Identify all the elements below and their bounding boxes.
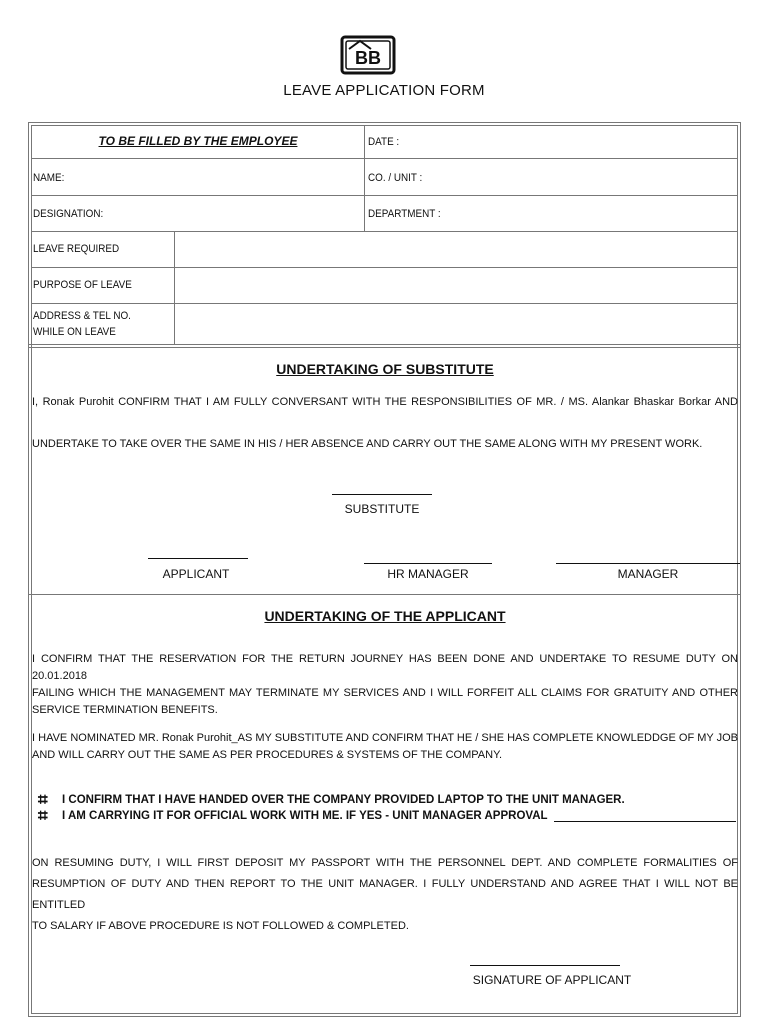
substitute-signature-line <box>332 494 432 495</box>
hash-box-icon[interactable]: ⌗ <box>38 790 48 809</box>
manager-signature-line <box>556 563 740 564</box>
applicant-paragraph-2 <box>32 730 738 764</box>
substitute-section-title: UNDERTAKING OF SUBSTITUTE <box>276 361 494 377</box>
substitute-line-1: I, Ronak Purohit CONFIRM THAT I AM FULLY CONVERSANT WITH THE RESPONSIBILITIES OF MR. / MS. Alankar Bhaskar Borkar AND <box>32 396 738 408</box>
applicant-signature-line <box>148 558 248 559</box>
signature-of-applicant-label: SIGNATURE OF APPLICANT <box>472 973 632 987</box>
substitute-paragraph <box>32 396 738 408</box>
hr-manager-signature-line <box>364 563 492 564</box>
applicant-final-signature-line <box>470 965 620 966</box>
manager-label: MANAGER <box>617 567 679 581</box>
applicant-paragraph-3 <box>32 853 738 937</box>
row-divider <box>31 267 738 268</box>
address-label-line2: WHILE ON LEAVE <box>33 326 116 338</box>
laptop-carrying-text: I AM CARRYING IT FOR OFFICIAL WORK WITH ME. IF YES - UNIT MANAGER APPROVAL <box>62 810 548 822</box>
section-divider <box>28 594 741 595</box>
applicant-section-title: UNDERTAKING OF THE APPLICANT <box>264 608 506 624</box>
designation-label: DESIGNATION: <box>33 208 104 220</box>
purpose-label: PURPOSE OF LEAVE <box>33 279 132 291</box>
section-divider <box>28 347 741 348</box>
row-divider <box>31 231 738 232</box>
unit-manager-approval-line <box>554 810 736 822</box>
column-divider <box>364 125 365 231</box>
form-title: LEAVE APPLICATION FORM <box>283 82 485 99</box>
logo-text: BB <box>355 48 381 68</box>
applicant-p1-line-2: FAILING WHICH THE MANAGEMENT MAY TERMINATE MY SERVICES AND I WILL FORFEIT ALL CLAIMS FOR GRATUITY AND OTHER <box>32 687 738 699</box>
applicant-paragraph-1 <box>32 651 738 719</box>
address-label-line1: ADDRESS & TEL NO. <box>33 310 131 322</box>
column-divider <box>174 231 175 344</box>
applicant-p3-line-2: RESUMPTION OF DUTY AND THEN REPORT TO THE UNIT MANAGER. I FULLY UNDERSTAND AND AGREE THAT I WILL NOT BE ENTITLED <box>32 878 738 911</box>
hr-manager-label: HR MANAGER <box>387 567 469 581</box>
row-divider <box>31 158 738 159</box>
applicant-p1-line-3: SERVICE TERMINATION BENEFITS. <box>32 704 218 716</box>
date-label: DATE : <box>368 136 400 148</box>
applicant-p2-line-1: I HAVE NOMINATED MR. Ronak Purohit_AS MY SUBSTITUTE AND CONFIRM THAT HE / SHE HAS COMPLETE KNOWLEDDGE OF MY JOB <box>32 732 738 744</box>
substitute-paragraph-2 <box>32 438 738 450</box>
department-label: DEPARTMENT : <box>368 208 441 220</box>
section-divider <box>28 344 741 345</box>
company-logo <box>340 35 396 75</box>
employee-section-header: TO BE FILLED BY THE EMPLOYEE <box>98 134 298 148</box>
name-label: NAME: <box>33 172 65 184</box>
hash-box-icon[interactable]: ⌗ <box>38 806 48 825</box>
applicant-label: APPLICANT <box>162 567 230 581</box>
laptop-handover-option[interactable] <box>38 790 625 809</box>
row-divider <box>31 195 738 196</box>
applicant-p3-line-3: TO SALARY IF ABOVE PROCEDURE IS NOT FOLLOWED & COMPLETED. <box>32 920 409 932</box>
applicant-p3-line-1: ON RESUMING DUTY, I WILL FIRST DEPOSIT MY PASSPORT WITH THE PERSONNEL DEPT. AND COMPLETE FORMALITIES OF <box>32 857 738 869</box>
applicant-p1-line-1: I CONFIRM THAT THE RESERVATION FOR THE RETURN JOURNEY HAS BEEN DONE AND UNDERTAKE TO RESUME DUTY ON 20.01.2018 <box>32 653 738 682</box>
substitute-label: SUBSTITUTE <box>344 502 420 516</box>
row-divider <box>31 303 738 304</box>
leave-required-label: LEAVE REQUIRED <box>33 243 120 255</box>
substitute-line-2: UNDERTAKE TO TAKE OVER THE SAME IN HIS / HER ABSENCE AND CARRY OUT THE SAME ALONG WITH MY PRESENT WORK. <box>32 438 703 450</box>
unit-label: CO. / UNIT : <box>368 172 423 184</box>
applicant-p2-line-2: AND WILL CARRY OUT THE SAME AS PER PROCEDURES & SYSTEMS OF THE COMPANY. <box>32 749 503 761</box>
laptop-carrying-option[interactable] <box>38 806 736 825</box>
laptop-handover-text: I CONFIRM THAT I HAVE HANDED OVER THE COMPANY PROVIDED LAPTOP TO THE UNIT MANAGER. <box>62 794 625 806</box>
